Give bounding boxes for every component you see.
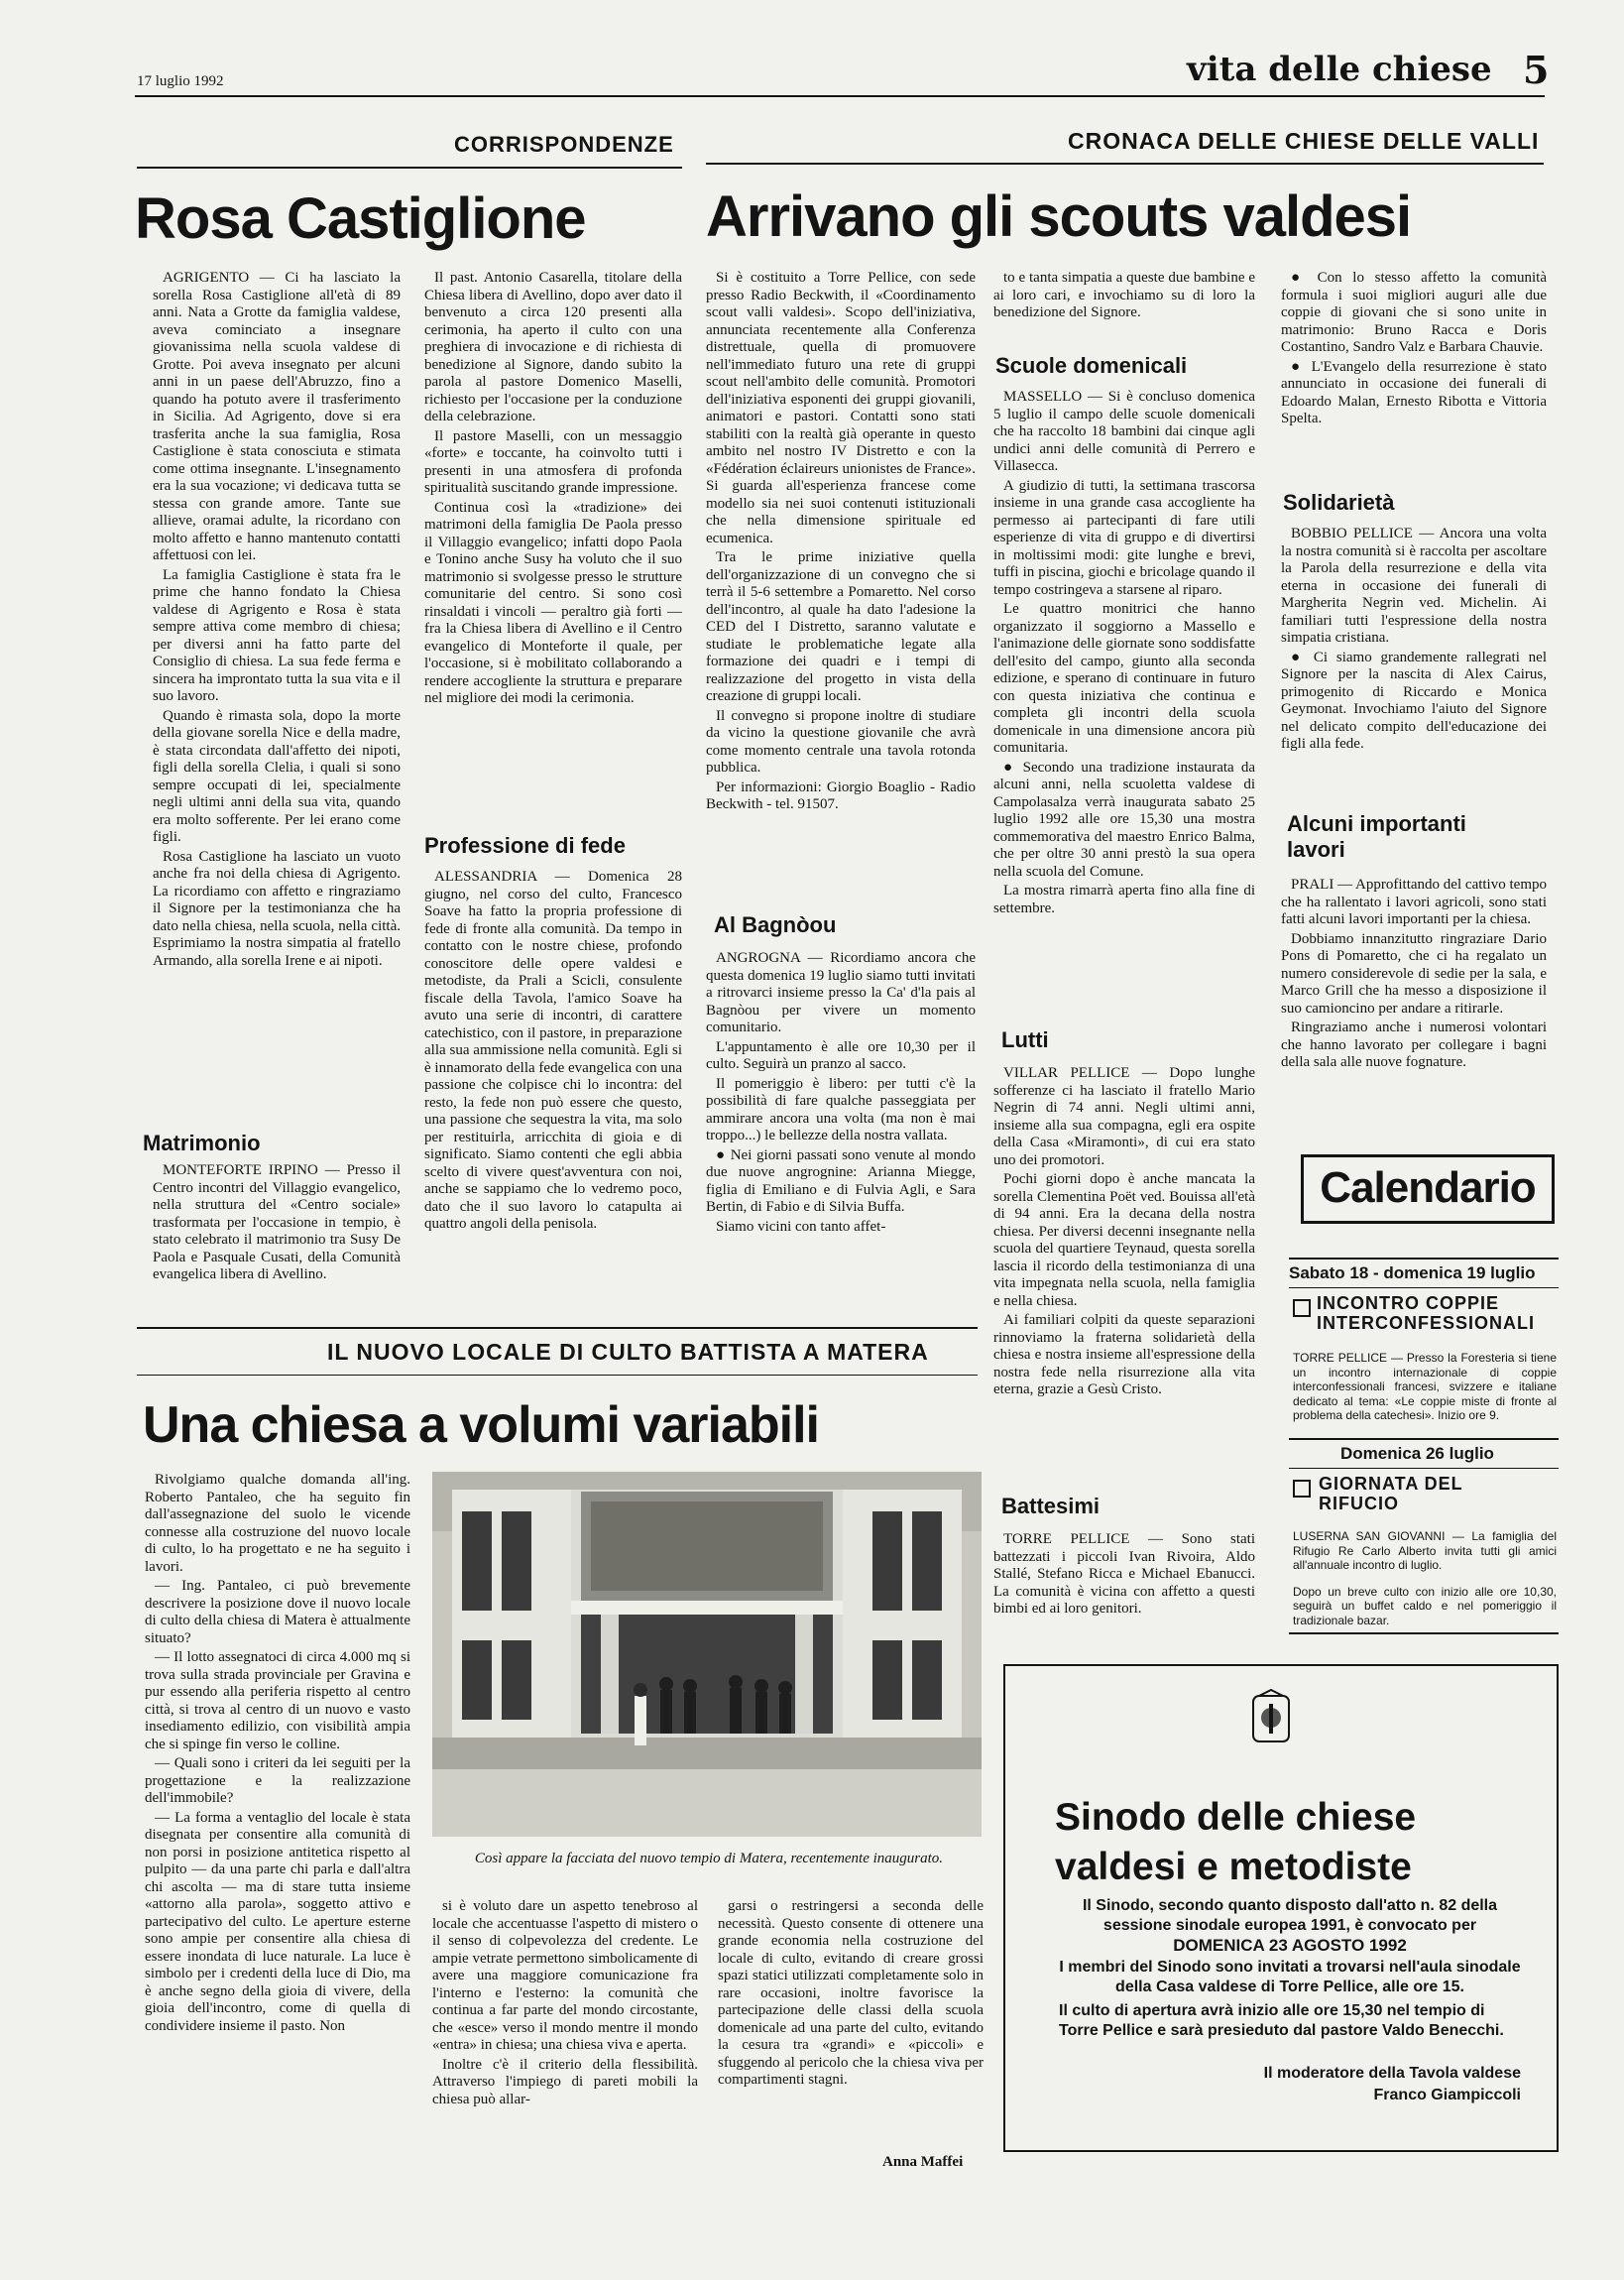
headline-scouts: Arrivano gli scouts valdesi [706,184,1412,249]
calendario-event-1-title: INCONTRO COPPIE INTERCONFESSIONALI [1317,1293,1536,1333]
scouts-text [706,270,976,814]
calendario-rule-1 [1289,1258,1559,1260]
paragraph: VILLAR PELLICE — Dopo lunghe sofferenze ci ha lasciato il fratello Mario Negrin di 74 anni. Negli ultimi anni, insieme alla sua compagna, egli era ospite della Casa «Miramonti», di cui era stato uno dei promotori. [993,1065,1255,1168]
solidarieta-text [1281,526,1547,754]
paragraph: Si è costituito a Torre Pellice, con sede presso Radio Beckwith, il «Coordinamento scout valli valdesi». Scopo dell'iniziativa, annunciata recentemente alla Conferenza distrettuale, quella di promuovere nell'immediato futuro una rete di gruppi scout nell'ambito delle comunità. Promotori dell'iniziativa esponenti dei gruppi giovanili, animatori e pastori. Contatti sono stati stabiliti con la realtà già operante in questo ambito nel nostro IV Distretto e con la «Fédération éclaireurs unionistes de France». Si guarda all'esperienza francese come modello sia nei suoi contenuti istituzionali che nella dimensione spirituale ed ecumenica. [706,270,976,546]
lavori-text [1281,877,1547,1072]
calendario-rule-3 [1289,1438,1559,1440]
col4-continuation [993,270,1255,341]
battesimi-body [993,1531,1255,1665]
lavori-title: Alcuni importanti lavori [1287,811,1466,862]
paragraph: Il past. Antonio Casarella, titolare della Chiesa libera di Avellino, dopo aver dato il benvenuto a circa 120 presenti alla cerimonia, ha aperto il culto con una preghiera di invocazione e di richiesta di benedizione al Signore, dando subito la parola al pastore Domenico Maselli, richiesto per l'occasione per la conduzione della celebrazione. [424,270,682,424]
paragraph: ● Secondo una tradizione instaurata da alcuni anni, nella scuoletta valdese di Campolasalza verrà inaugurata sabato 25 luglio 1992 alle ore 15,30 una mostra commemorativa del maestro Enrico Balma, che per oltre 30 anni prestò la sua opera nella scuola del Comune. [993,759,1255,880]
calendario-rule-4 [1289,1468,1559,1469]
kicker-corrispondenze: CORRISPONDENZE [454,132,674,157]
matera-column-1 [145,1472,410,2206]
paragraph: A giudizio di tutti, la settimana trascorsa insieme in una grande casa accogliente ha permesso ai partecipanti di fare utili esperienze di vita di gruppo e di divertirsi in moltissimi modi: gite lunghe e brevi, tuffi in piscina, giochi e bricolage quando il tempo costringeva a starsene al riparo. [993,477,1255,598]
sinodo-title: Sinodo delle chiese valdesi e metodiste [1055,1796,1417,1888]
calendario-event-2-paras [1293,1529,1557,1627]
calendario-rule-2 [1289,1287,1559,1288]
matrimonio-title: Matrimonio [143,1131,261,1155]
sinodo-date: DOMENICA 23 AGOSTO 1992 [1173,1936,1407,1955]
battesimi-title: Battesimi [1001,1494,1101,1518]
paragraph: Il convegno si propone inoltre di studiare da vicino la questione giovanile che avrà come momento centrale una tavola rotonda pubblica. [706,707,976,776]
kicker-rule-left [137,167,682,169]
paragraph: AGRIGENTO — Ci ha lasciato la sorella Rosa Castiglione all'età di 89 anni. Nata a Grotte da famiglia valdese, aveva cominciato a insegnare giovanissima nella scuola valdese di Grotte. Poi aveva insegnato per alcuni anni in un paese dell'Abruzzo, fino a quando ha potuto avere il trasferimento in Sicilia. Ad Agrigento, dove si era trasferita anche la sua famiglia, Rosa Castiglione è stata conosciuta e stimata come ottima insegnante. L'insegnamento era la sua vocazione; vi dedicava tutta se stessa con grande amore. Tante sue allieve, oramai adulte, la ricordano con molto affetto e hanno mantenuto contatti affettuosi con lei. [153,270,401,563]
calendario-rule-5 [1289,1632,1559,1634]
paragraph: ANGROGNA — Ricordiamo ancora che questa domenica 19 luglio siamo tutti invitati a ritrovarci insieme presso la Ca' d'la pais al Bagnòou per vivere un momento comunitario. [706,950,976,1035]
paragraph: Siamo vicini con tanto affet- [716,1218,886,1235]
lutti-text [993,1065,1255,1399]
paragraph: Rivolgiamo qualche domanda all'ing. Roberto Pantaleo, che ha seguito fin dall'assegnazione del suolo le vicende connesse alla costruzione del nuovo locale di culto, lo ha progettato e ne ha seguito i lavori. [145,1472,410,1575]
calendario-event-1-paras [1293,1351,1557,1423]
calendario-date-1: Sabato 18 - domenica 19 luglio [1289,1263,1536,1282]
bagnou-body [706,950,976,1313]
paragraph: Il pastore Maselli, con un messaggio «forte» e toccante, ha coinvolto tutti i presenti in una atmosfera di profonda spiritualità suscitando grande impressione. [424,427,682,496]
masthead-date: 17 luglio 1992 [137,73,224,89]
battesimi-text [993,1531,1255,1619]
paragraph: Dopo un breve culto con inizio alle ore 10,30, seguirà un buffet caldo e nel pomeriggio il tradizionale bazar. [1293,1584,1557,1627]
calendario-event-2-text [1293,1517,1557,1628]
scuole-body [993,389,1255,1004]
rosa-col2-text [424,270,682,708]
solidarieta-body [1281,526,1547,798]
sinodo-line-3: I membri del Sinodo sono invitati a trovarsi nell'aula sinodale della Casa valdese di Torre Pellice, alle ore 15. [1059,1959,1521,1995]
paragraph: BOBBIO PELLICE — Ancora una volta la nostra comunità si è raccolta per ascoltare la Parola della resurrezione e della vita eterna in occasione dei funerali di Margherita Negrin ved. Michelin. Ai familiari tutti l'espressione della nostra simpatia cristiana. [1281,526,1547,646]
paragraph: MASSELLO — Si è concluso domenica 5 luglio il campo delle scuole domenicali che ha raccolto 18 bambini dai cinque agli undici anni delle comunità di Perrero e Villasecca. [993,389,1255,474]
solidarieta-title: Solidarietà [1283,490,1395,515]
paragraph: LUSERNA SAN GIOVANNI — La famiglia del Rifugio Re Carlo Alberto invita tutti gli amici all'annuale incontro di luglio. [1293,1529,1557,1572]
calendario-title: Calendario [1320,1163,1536,1212]
paragraph: Ringraziamo anche i numerosi volontari che hanno lavorato per collegare i bagni della sala alle nuove fognature. [1281,1020,1547,1070]
paragraph: La famiglia Castiglione è stata fra le prime che hanno fondato la Chiesa valdese di Agrigento e Rosa è stata sempre attiva come membro di chiesa; per diversi anni ha fatto parte del Consiglio di chiesa. La sua fede ferma e sincera ha improntato tutta la sua vita e il suo lavoro. [153,566,401,704]
kicker-rule-right [706,163,1544,165]
paragraph: Per informazioni: Giorgio Boaglio - Radio Beckwith - tel. 91507. [706,779,976,812]
lavori-body [1281,877,1547,1149]
calendario-checkbox-1 [1293,1299,1311,1317]
kicker-matera: IL NUOVO LOCALE DI CULTO BATTISTA A MATERA [327,1339,929,1365]
scuole-text [993,389,1255,917]
matera-col2-text [432,1898,698,2108]
col5-top-text [1281,270,1547,428]
paragraph: — Quali sono i criteri da lei seguiti per la progettazione e la realizzazione dell'immobile? [145,1755,410,1806]
matrimonio-body [153,1162,401,1311]
paragraph: MONTEFORTE IRPINO — Presso il Centro incontri del Villaggio evangelico, nella struttura del «Centro sociale» trasformata per l'occasione in tempio, è stato celebrato il matrimonio tra Susy De Paola e Pasquale Cusati, della Comunità evangelica libera di Avellino. [153,1162,401,1282]
matera-rule-top [137,1327,978,1329]
paragraph: Pochi giorni dopo è anche mancata la sorella Clementina Poët ved. Bouissa all'età di 94 anni. Era la decana della nostra chiesa. Per diversi decenni insegnante nella scuola del quartiere Teynaud, questa sorella lascia il ricordo della testimonianza di una vita impegnata nella scuola, nella famiglia e nella chiesa. [993,1171,1255,1309]
rosa-column-2 [424,270,682,810]
headline-matera: Una chiesa a volumi variabili [143,1396,819,1454]
calendario-event-2-title: GIORNATA DEL RIFUCIO [1319,1474,1463,1513]
calendario-box [1301,1154,1555,1224]
waldensian-emblem-icon [1249,1688,1293,1747]
masthead-rule [135,95,1545,97]
scuole-title: Scuole domenicali [995,353,1188,378]
matrimonio-text [153,1162,401,1284]
bagnou-title: Al Bagnòou [714,912,837,937]
church-facade-illustration [432,1472,982,1837]
matera-author: Anna Maffei [882,2154,964,2170]
col4-top-text [993,270,1255,322]
rosa-col1-text [153,270,401,970]
paragraph: Ai familiari colpiti da queste separazioni rinnoviamo la fraterna solidarietà della chiesa e nostra insieme all'espressione della nostra fede nella risurrezione alla vita eterna, grazie a Gesù Cristo. [993,1312,1255,1397]
rosa-column-1 [153,270,401,1133]
calendario-date-2: Domenica 26 luglio [1340,1444,1494,1463]
paragraph: — La forma a ventaglio del locale è stata disegnata per consentire alla comunità di non porsi in posizione antitetica rispetto al pulpito — da una parte chi parla e dall'altra chi ascolta — ma di stare tutta insieme «attorno alla parola», soggetto attivo e partecipativo del culto. Le aperture esterne sono ampie per consentire alla chiesa di essere inondata di luce naturale. La luce è simbolo per i credenti della luce di Dio, ma è anche segno della gioia di vivere, della gioia dell'incontro, come di quella di condividere insieme il pasto. Non [145,1809,410,2034]
paragraph: ● Con lo stesso affetto la comunità formula i suoi migliori auguri alle due coppie di giovani che si sono unite in matrimonio: Bruno Racca e Doris Costantino, Sandro Valz e Barbara Chauvie. [1281,270,1547,355]
calendario-event-1-text [1293,1339,1557,1438]
paragraph: PRALI — Approfittando del cattivo tempo che ha rallentato i lavori agricoli, sono stati fatti alcuni lavori importanti per la chiesa. [1281,877,1547,927]
paragraph: Le quattro monitrici che hanno organizzato il soggiorno a Massello e l'animazione delle giornate sono soddisfatte dell'esito del campo, giunto alla seconda edizione, e sperano di continuare in futuro con questa iniziativa che continua e completa gli incontri della scuola domenicale in una dimensione ancora più comunitaria. [993,601,1255,756]
bagnou-text [706,950,976,1236]
professione-body [424,869,682,1313]
paragraph: ● L'Evangelo della resurrezione è stato annunciato in occasione dei funerali di Edoardo Malan, Ernesto Ribotta e Vittoria Spelta. [1281,358,1547,426]
paragraph: Tra le prime iniziative quella dell'organizzazione di un convegno che si terrà il 5-6 settembre a Pomaretto. Nel corso dell'incontro, al quale ha dato l'adesione la CED del I Distretto, saranno valutate e studiate le problematiche legate alla formazione dei quadri e i tempi di realizzazione del progetto in vista della creazione di gruppi locali. [706,549,976,704]
paragraph: ● Ci siamo grandemente rallegrati nel Signore per la nascita di Alex Cairus, primogenito di Riccardo e Monica Geymonat. Invochiamo l'aiuto del Signore nel delicato compito dell'educazione dei figli alla fede. [1281,649,1547,752]
matera-church-photo [432,1472,982,1837]
paragraph: Dobbiamo innanzitutto ringraziare Dario Pons di Pomaretto, che ci ha regalato un numero considerevole di sedie per la sala, e Marco Grill che ha messo a disposizione il suo camioncino per andare a ritirarle. [1281,930,1547,1017]
paragraph: Quando è rimasta sola, dopo la morte della giovane sorella Nice e della madre, è stata circondata dall'affetto dei nipoti, figli della sorella Clelia, i quali si sono sempre occupati di lei, specialmente negli ultimi anni della sua vita, quando era molto sofferente. Per lei erano come figli. [153,707,401,845]
matera-column-3 [718,1898,984,2146]
masthead-page-number: 5 [1523,48,1550,92]
paragraph: si è voluto dare un aspetto tenebroso al locale che accentuasse l'aspetto di mistero o il senso di colpevolezza del credente. Le ampie vetrate permettono simbolicamente di avere una maggiore comunicazione fra l'interno e l'esterno: la comunità che continua a far parte del mondo circostante, che «esce» verso il mondo mentre il mondo «entra» in chiesa; una chiesa viva e aperta. [432,1898,698,2053]
paragraph: — Ing. Pantaleo, ci può brevemente descrivere la posizione dove il nuovo locale di culto della chiesa di Matera è attualmente situato? [145,1578,410,1646]
sinodo-line-4: Il culto di apertura avrà inizio alle ore 15,30 nel tempio di Torre Pellice e sarà presieduto dal pastore Valdo Benecchi. [1059,2002,1504,2039]
paragraph: Rosa Castiglione ha lasciato un vuoto anche fra noi della chiesa di Agrigento. La ricordiamo con affetto e ringraziamo il Signore per la testimonianza che ha dato nella chiesa, nella scuola, nella città. Esprimiamo la nostra simpatia al fratello Armando, alla sorella Irene e ai nipoti. [153,848,401,969]
col5-continuation [1281,270,1547,468]
sinodo-signature-role: Il moderatore della Tavola valdese [1263,2065,1521,2082]
photo-caption: Così appare la facciata del nuovo tempio di Matera, recentemente inaugurato. [474,1851,944,1866]
paragraph: garsi o restringersi a seconda delle necessità. Questo consente di ottenere una grande economia nella costruzione del locale di culto, evitando di creare grossi spazi statici utilizzati completamente solo in rare occasioni, inoltre favorisce la partecipazione delle classi della scuola domenicale ad una parte del culto, evitando la cesura tra «grandi» e «piccoli» e sfuggendo al pericolo che la chiesa viva per compartimenti stagni. [718,1898,984,2088]
masthead-paper-name: vita delle chiese [1187,50,1492,89]
paragraph: ALESSANDRIA — Domenica 28 giugno, nel corso del culto, Francesco Soave ha fatto la propria professione di fede di fronte alla comunità. Da tempo in contatto con le nostre chiese, profondo conoscitore delle opere valdesi e metodiste, da Prali a Scicli, consulente fiscale della Tavola, l'amico Soave ha avuto una serie di incontri, di carattere catechistico, con il pastore, in preparazione alla sua ammissione nella comunità. Egli si è innamorato della fede evangelica con una passione che colpisce chi lo incontra: del resto, la fede non può essere che questo, una passione che sequestra la vita, ma solo per restituirla, arricchita di gioia e di significato. Siamo contenti che egli abbia scelto di vivere quest'avventura con noi, anche se sappiamo che lo vedremo poco, dato che il suo lavoro lo catapulta ai quattro angoli della penisola. [424,869,682,1232]
professione-title: Professione di fede [424,833,626,858]
paragraph: to e tanta simpatia a queste due bambine e ai loro cari, e invochiamo su di loro la benedizione del Signore. [993,270,1255,320]
paragraph: ● Nei giorni passati sono venute al mondo due nuove angrognine: Arianna Miegge, figlia di Emiliano e di Fulvia Agli, e Sara Bertin, di Fabio e di Silvia Buffa. [706,1146,976,1215]
matera-col1-text [145,1472,410,2035]
sinodo-line-1: Il Sinodo, secondo quanto disposto dall'atto n. 82 della sessione sinodale europea 1991, è convocato per [1082,1897,1498,1934]
professione-text [424,869,682,1234]
paragraph: — Il lotto assegnatoci di circa 4.000 mq si trova sulla strada provinciale per Gravina e pur essendo alla periferia rispetto al centro città, si trova al centro di un nuovo e vasto insediamento edilizio, con visibilità ampia che si spinge fin verso le colline. [145,1649,410,1752]
paragraph: TORRE PELLICE — Presso la Foresteria si tiene un incontro internazionale di coppie interconfessionali francesi, svizzere e italiane dedicato al tema: «Le coppie miste di fronte al problema della catechesi». Inizio ore 9. [1293,1351,1557,1422]
sinodo-signature-name: Franco Giampiccoli [1373,2087,1521,2103]
matera-rule-mid [137,1375,978,1376]
headline-rosa-castiglione: Rosa Castiglione [135,186,586,251]
lutti-body [993,1065,1255,1482]
matera-col3-text [718,1898,984,2090]
paragraph: La mostra rimarrà aperta fino alla fine di settembre. [993,883,1255,916]
paragraph: L'appuntamento è alle ore 10,30 per il culto. Seguirà un pranzo al sacco. [706,1038,976,1072]
paragraph: Inoltre c'è il criterio della flessibilità. Attraverso l'impiego di pareti mobili la chiesa può allar- [432,2056,698,2107]
paragraph: TORRE PELLICE — Sono stati battezzati i piccoli Ivan Rivoira, Aldo Stallé, Stefano Ricca e Michael Ebanucci. La comunità è vicina con affetto a questi bimbi ed ai loro genitori. [993,1531,1255,1617]
paragraph: Continua così la «tradizione» dei matrimoni della famiglia De Paola presso il Villaggio evangelico; infatti dopo Paola e Tonino anche Susy ha voluto che il suo matrimonio si svolgesse presso le strutture comunitarie del centro. Si sono così rinsaldati i vincoli — peraltro già forti — fra la Chiesa libera di Avellino e il Centro evangelico di Monteforte il quale, per l'occasione, si è mobilitato collaborando a rendere accogliente la struttura e preparare nel migliore dei modi la cerimonia. [424,499,682,706]
kicker-cronaca: CRONACA DELLE CHIESE DELLE VALLI [1068,128,1540,154]
calendario-checkbox-2 [1293,1480,1311,1498]
sinodo-box [1003,1664,1559,2152]
matera-column-2 [432,1898,698,2206]
scouts-body [706,270,976,895]
paragraph: Il pomeriggio è libero: per tutti c'è la possibilità di fare qualche passeggiata per ammirare ancora una volta (ma non è mai troppo...) le bellezze della nostra vallata. [706,1075,976,1143]
lutti-title: Lutti [1001,1027,1049,1052]
